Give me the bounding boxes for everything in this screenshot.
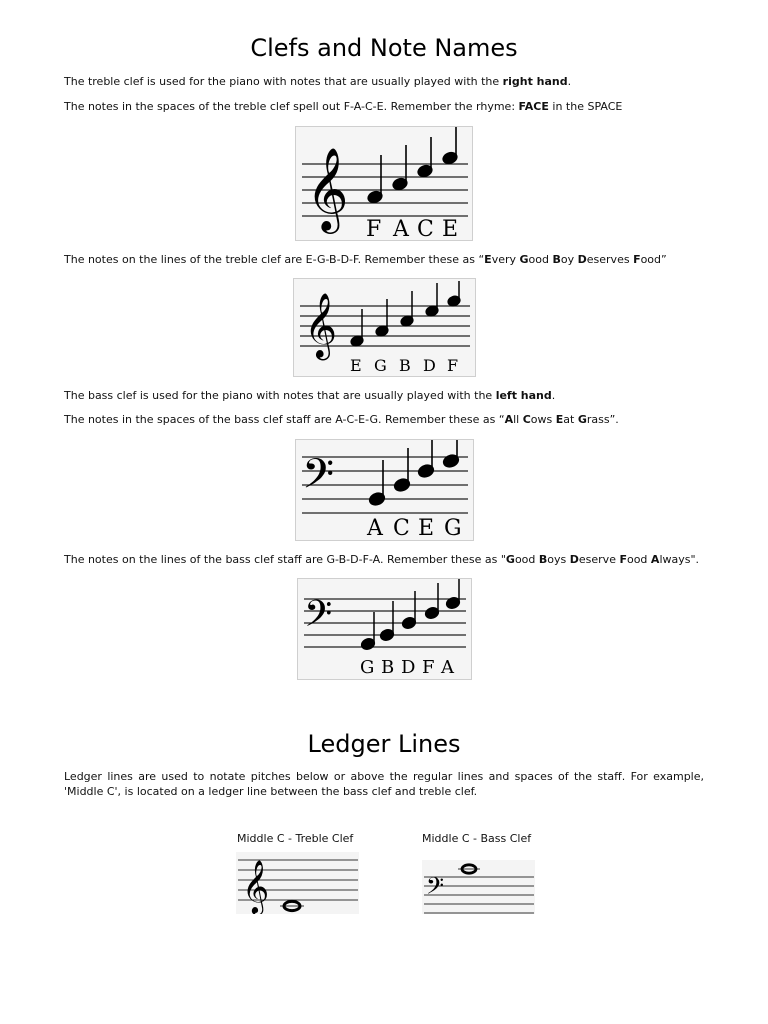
text: The bass clef is used for the piano with notes that are usually played with the — [64, 389, 496, 402]
bold-text: left hand — [495, 389, 552, 402]
note-letter: C — [417, 217, 434, 240]
staff-svg — [236, 852, 359, 914]
text: ll — [513, 413, 523, 426]
note-letter: E — [418, 516, 435, 540]
text: . — [567, 75, 572, 88]
bold-letter: F — [633, 253, 641, 266]
treble-clef-icon: 𝄞 — [242, 859, 270, 913]
text: ows — [530, 413, 556, 426]
bass-clef-icon: 𝄢 — [304, 593, 333, 644]
staff-svg — [296, 440, 473, 540]
bold-text: right hand — [502, 75, 568, 88]
staff-svg — [422, 860, 535, 914]
note-letter: A — [367, 516, 383, 540]
bold-letter: D — [577, 253, 587, 266]
note-letter: A — [441, 657, 454, 678]
text: ood — [514, 553, 539, 566]
bold-text: FACE — [518, 100, 549, 113]
note-letter: E — [442, 217, 459, 240]
text: eserve — [578, 553, 620, 566]
bold-letter: G — [577, 413, 587, 426]
bold-letter: A — [504, 413, 514, 426]
caption-middle-c-bass: Middle C - Bass Clef — [422, 832, 532, 845]
bass-clef-icon: 𝄢 — [426, 872, 445, 905]
bold-letter: A — [650, 553, 660, 566]
text: The notes on the lines of the bass clef staff are G-B-D-F-A. Remember these as " — [64, 553, 506, 566]
staff-svg — [294, 279, 475, 376]
staff-figure-middle-c-bass — [422, 860, 535, 914]
section-title-clefs: Clefs and Note Names — [250, 34, 518, 62]
text: eserves — [586, 253, 634, 266]
note-letter: D — [423, 356, 436, 375]
text: ood — [626, 553, 651, 566]
staff-figure-middle-c-treble — [236, 852, 359, 914]
text: . — [551, 389, 556, 402]
text: oys — [547, 553, 570, 566]
bold-letter: F — [619, 553, 627, 566]
bold-letter: C — [522, 413, 531, 426]
bold-letter: B — [538, 553, 548, 566]
text: oy — [560, 253, 578, 266]
section-title-ledger: Ledger Lines — [307, 730, 461, 758]
note-letter: B — [381, 657, 395, 678]
text: The treble clef is used for the piano with notes that are usually played with the — [64, 75, 503, 88]
text: lways". — [659, 553, 700, 566]
staff-svg — [298, 579, 471, 679]
text: ood” — [640, 253, 667, 266]
staff-figure-aceg — [295, 439, 474, 541]
bold-letter: G — [505, 553, 515, 566]
paragraph-ledger-lines: Ledger lines are used to notate pitches below or above the regular lines and spaces of the staff. For example, 'Middle C', is located on a ledger line between the bass clef and treble clef. — [64, 770, 704, 798]
text: in the SPACE — [548, 100, 623, 113]
text: ood — [528, 253, 553, 266]
note-letter: F — [422, 657, 435, 678]
bold-letter: D — [569, 553, 579, 566]
bold-letter: B — [552, 253, 561, 266]
bass-clef-icon: 𝄢 — [302, 450, 335, 508]
text: very — [491, 253, 520, 266]
bold-letter: E — [484, 253, 492, 266]
note-letter: A — [393, 217, 409, 240]
paragraph-egbdf — [64, 252, 704, 267]
paragraph-bass-clef — [64, 388, 704, 403]
paragraph-treble-clef — [64, 74, 704, 89]
caption-middle-c-treble: Middle C - Treble Clef — [237, 832, 354, 845]
text: The notes on the lines of the treble clef are E-G-B-D-F. Remember these as “ — [64, 253, 485, 266]
note-letter: F — [366, 217, 382, 240]
staff-figure-egbdf — [293, 278, 476, 377]
text: The notes in the spaces of the treble clef spell out F-A-C-E. Remember the rhyme: — [64, 100, 519, 113]
note-letter: G — [444, 516, 462, 540]
note-letter: G — [360, 657, 375, 678]
paragraph-aceg — [64, 412, 704, 427]
treble-clef-icon: 𝄞 — [304, 293, 338, 358]
note-letter: B — [399, 356, 411, 375]
staff-figure-face — [295, 126, 473, 241]
bold-letter: E — [555, 413, 564, 426]
staff-svg — [296, 127, 472, 240]
note-letter: C — [393, 516, 410, 540]
staff-figure-gbdfa — [297, 578, 472, 680]
paragraph-face — [64, 99, 704, 114]
treble-clef-icon: 𝄞 — [306, 146, 349, 230]
note-letter: G — [374, 356, 387, 375]
text: at — [563, 413, 578, 426]
note-letter: F — [447, 356, 459, 375]
note-letter: D — [401, 657, 416, 678]
bold-letter: G — [519, 253, 529, 266]
text: The notes in the spaces of the bass clef staff are A-C-E-G. Remember these as “ — [64, 413, 505, 426]
note-letter: E — [350, 356, 362, 375]
text: rass”. — [586, 413, 619, 426]
paragraph-gbdfa — [64, 552, 704, 567]
